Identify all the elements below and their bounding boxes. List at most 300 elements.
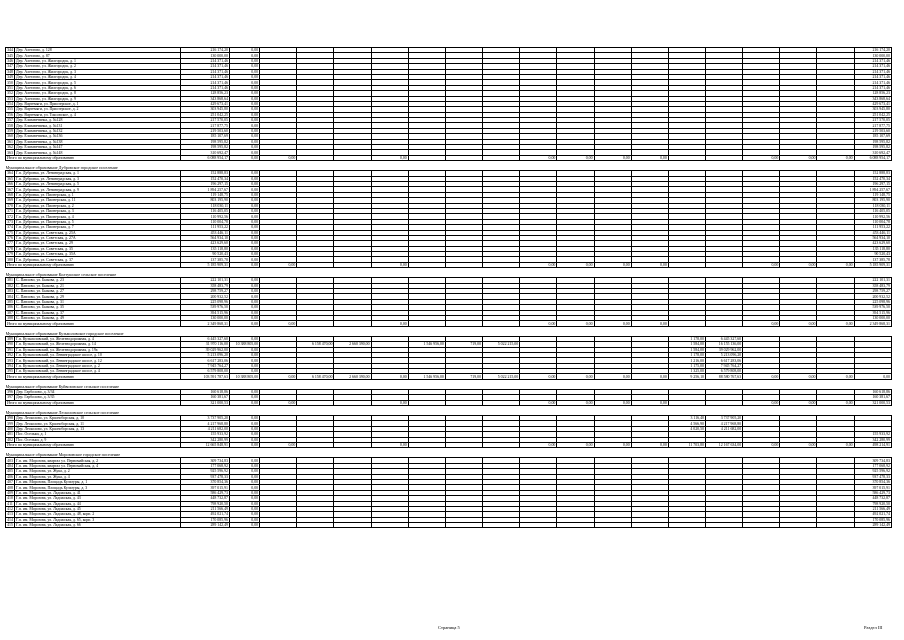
total-cost-cell: 39 029 962,00 [180, 347, 229, 352]
total-cost-cell: 453 446,11 [180, 230, 229, 235]
sum-cell: 170 085,96 [854, 517, 891, 522]
row-number: 373 [7, 219, 13, 224]
section-title: Муниципальное образование Куйвозовское сельское поселение [6, 379, 892, 389]
total-cost-cell: 539 976,50 [180, 305, 229, 310]
address-cell: Г.п. Дубровка, ул. Пионерская, д. 5 [15, 219, 181, 224]
work-cost-cell [445, 523, 482, 528]
section-header-row [6, 326, 892, 336]
address-cell: Г.п. им. Морозова, квартал ул. Первомайская, д. 2 [15, 458, 181, 463]
cost-cell: 0,00 [229, 426, 259, 431]
cost-cell: 0,00 [229, 512, 259, 517]
cell [520, 523, 557, 528]
total-cost-cell: 31 970 116,00 [180, 342, 229, 347]
address-cell: Г.п. Дубровка, ул. Пионерская, д. 3 [15, 208, 181, 213]
cost-cell: 0,00 [229, 96, 259, 101]
row-number: 369 [7, 198, 13, 203]
row-number: 365 [7, 176, 13, 181]
address-cell: Дер. Алехтово, д. 87 [15, 53, 181, 58]
cost-cell: 0,00 [229, 123, 259, 128]
cost-cell: 0,00 [229, 219, 259, 224]
address-cell: Г.п. Дубровка, ул. Пионерская, д. 1 [15, 192, 181, 197]
address-cell: Дер. Алехтово, ул. Жилгородок, д. 1 [15, 58, 181, 63]
cost-cell: 0,00 [229, 479, 259, 484]
sum-cell: 110 004,78 [854, 219, 891, 224]
total-cost-cell: 219 503,60 [180, 128, 229, 133]
sum-cell: 222 101,31 [854, 278, 891, 283]
cost-cell: 10 388 805,00 [229, 342, 259, 347]
address-cell: С. Павлово, ул. Быкова, д. 37 [15, 310, 181, 315]
cost-cell: 0,00 [229, 363, 259, 368]
address-cell: Г.п. им. Морозова, ул. Жука, д. 4 [15, 474, 181, 479]
row-number: 356 [7, 112, 13, 117]
cell: 0,00 [594, 321, 631, 326]
sum-cell: 214 371,46 [854, 74, 891, 79]
total-cost-cell: 6 579 808,00 [180, 369, 229, 374]
address-cell: Г.п. им. Морозова, ул. Ладожская, д. 48, корп. 2 [15, 512, 181, 517]
address-cell: Г.п. Дубровка, ул. Пионерская, д. 4 [15, 214, 181, 219]
address-cell: Дер. Вартемяги, ул. Приозерское, д. 2 [15, 107, 181, 112]
cost-cell: 0,00 [229, 171, 259, 176]
cell: 0,00 [557, 400, 594, 405]
address-cell: Дер. Гарболово, д. 3/35 [15, 395, 181, 400]
row-number: 412 [7, 507, 13, 512]
address-cell: Дер. Алехтово, ул. Жилгородок, д. 3 [15, 69, 181, 74]
cell [743, 523, 780, 528]
cost-cell: 0,00 [229, 150, 259, 155]
address-cell: Г.п. им. Морозова, квартал ул. Первомайская, д. 4 [15, 463, 181, 468]
capital-repair-table [5, 47, 892, 528]
work-cost-cell: 7 945 764,27 [705, 363, 742, 368]
total-cost-cell: 137 385,78 [180, 257, 229, 262]
row-number: 379 [7, 252, 13, 257]
total-cost-cell: 4 217 968,80 [180, 421, 229, 426]
total-cost-cell: 214 371,46 [180, 69, 229, 74]
cell: 0,00 [817, 321, 854, 326]
cost-cell: 0,00 [229, 91, 259, 96]
cell: 0,00 [817, 400, 854, 405]
cell: 0,00 [594, 262, 631, 267]
address-cell: Дер. Лесколово, ул. Красноборская, д. 11 [15, 421, 181, 426]
work-cost-cell: 9 256,10 [668, 374, 705, 379]
total-cost-cell: 5 213 096,20 [180, 352, 229, 357]
row-number: 361 [7, 139, 13, 144]
total-cost-cell: 303 945,80 [180, 107, 229, 112]
cell [631, 523, 668, 528]
section-title: Муниципальное образование Морозовское городское поселение [6, 448, 892, 458]
sum-cell: 217 877,75 [854, 123, 891, 128]
cell: 0,00 [594, 374, 631, 379]
sum-cell: 342 280,99 [854, 437, 891, 442]
work-cost-cell: 12 167 634,00 [705, 443, 742, 448]
cell: 0,00 [557, 262, 594, 267]
address-cell: Г.п. Кузьмоловский, ул. Ленинградское шоссе, д. 10 [15, 352, 181, 357]
cell: 0,00 [520, 443, 557, 448]
cost-cell: 0,00 [229, 225, 259, 230]
sum-cell: 219 503,60 [854, 128, 891, 133]
work-cost-cell: 11 703,80 [668, 443, 705, 448]
sum-cell: 200 932,52 [854, 294, 891, 299]
page-number: Страница 5 [438, 625, 460, 630]
total-cost-cell: 211 566,49 [180, 506, 229, 511]
address-cell: С. Павлово, ул. Быкова, д. 23 [15, 278, 181, 283]
row-number: 414 [7, 517, 13, 522]
total-cost-cell: 185 107,69 [180, 134, 229, 139]
total-cost-cell: 251 042,25 [180, 112, 229, 117]
address-cell: Дер. Елизаветинка, д. №136 [15, 134, 181, 139]
row-number: 399 [7, 421, 13, 426]
address-cell: С. Павлово, ул. Быкова, д. 27 [15, 289, 181, 294]
address-cell: Г.п. Дубровка, ул. Пионерская, д. 2 [15, 203, 181, 208]
cell: 0,00 [817, 443, 854, 448]
sum-cell: 492 021,74 [854, 512, 891, 517]
address-cell: Г.п. им. Морозова, ул. Ладожская, д. 66 [15, 523, 181, 528]
cost-cell: 0,00 [229, 235, 259, 240]
sum-cell: 128 856,23 [854, 91, 891, 96]
section-title: Муниципальное образование Колтушское сельское поселение [6, 268, 892, 278]
total-cost-cell: 196 297,15 [180, 181, 229, 186]
total-cost-cell: 152 470,34 [180, 176, 229, 181]
sum-cell: 251 042,25 [854, 112, 891, 117]
work-cost-cell: 1 175,00 [668, 363, 705, 368]
sum-cell: 130 000,00 [854, 315, 891, 320]
cost-cell: 0,00 [229, 64, 259, 69]
cell: 0,00 [371, 400, 408, 405]
cost-cell: 0,00 [229, 400, 259, 405]
sum-cell: 453 446,11 [854, 230, 891, 235]
address-cell: Г.п. Дубровка, ул. Пионерская, д. 11 [15, 198, 181, 203]
cell: 0,00 [780, 374, 817, 379]
cost-cell: 0,00 [229, 289, 259, 294]
sum-cell: 937 478,33 [854, 474, 891, 479]
cell: 0,00 [520, 321, 557, 326]
cell: 0,00 [743, 321, 780, 326]
cost-cell: 0,00 [229, 358, 259, 363]
cost-cell: 0,00 [229, 506, 259, 511]
total-cost-cell: 103 591 787,63 [180, 374, 229, 379]
total-cost-cell: 135 118,80 [180, 246, 229, 251]
cost-cell: 0,00 [229, 321, 259, 326]
address-cell: Дер. Алехтово, ул. Жилгородок, д. 2 [15, 64, 181, 69]
work-cost-cell: 2 660 390,00 [334, 342, 371, 347]
total-cost-cell: 170 085,96 [180, 517, 229, 522]
cost-cell: 0,00 [229, 101, 259, 106]
address-cell: Г.п. им. Морозова, ул. Ладожская, д. 44 [15, 501, 181, 506]
total-label: Итого по муниципальному образованию [6, 262, 181, 267]
work-cost-cell: 1 325,00 [668, 369, 705, 374]
row-number: 366 [7, 182, 13, 187]
address-cell: Г.п. Дубровка, ул. Советская, д. 35А [15, 252, 181, 257]
cost-cell: 0,00 [229, 416, 259, 421]
cell: 0,00 [631, 443, 668, 448]
cost-cell: 0,00 [229, 208, 259, 213]
cost-cell: 0,00 [229, 294, 259, 299]
work-cost-cell: 4 020,50 [668, 426, 705, 431]
work-cost-cell: 4 211 682,00 [705, 426, 742, 431]
cell: 0,00 [631, 400, 668, 405]
cost-cell: 0,00 [229, 257, 259, 262]
cost-cell: 0,00 [229, 118, 259, 123]
sum-cell: 111 953,22 [854, 225, 891, 230]
cost-cell: 0,00 [229, 53, 259, 58]
row-number: 389 [7, 336, 13, 341]
address-cell: С. Павлово, ул. Быкова, д. 35 [15, 305, 181, 310]
work-cost-cell [668, 523, 705, 528]
total-cost-cell: 110 992,56 [180, 214, 229, 219]
section-title: Муниципальное образование Кузьмоловское городское поселение [6, 326, 892, 336]
row-number: 405 [7, 469, 13, 474]
sum-cell: 198 595,82 [854, 139, 891, 144]
work-cost-cell: 1 216,00 [668, 358, 705, 363]
address-cell: Дер. Елизаветинка, д. №147 [15, 145, 181, 150]
row-number: 403 [7, 458, 13, 463]
total-cost-cell: 343 868,64 [180, 96, 229, 101]
cost-cell: 0,00 [229, 203, 259, 208]
work-cost-cell: 3 737 905,20 [705, 416, 742, 421]
cost-cell: 0,00 [229, 395, 259, 400]
sum-cell: 303 945,80 [854, 107, 891, 112]
cell: 0,00 [371, 443, 408, 448]
total-cost-cell: 222 101,31 [180, 278, 229, 283]
cost-cell: 0,00 [229, 252, 259, 257]
sum-cell: 6 088 954,17 [854, 155, 891, 160]
cost-cell: 0,00 [229, 463, 259, 468]
total-cost-cell: 358 483,79 [180, 283, 229, 288]
sum-cell: 586 429,73 [854, 490, 891, 495]
row-number: 409 [7, 490, 13, 495]
cell: 0,00 [631, 155, 668, 160]
section-header-row [6, 161, 892, 171]
address-cell: Г.п. им. Морозова, ул. Ладожская, д. 65, корп. 3 [15, 517, 181, 522]
work-cost-cell: 5 213 096,20 [705, 352, 742, 357]
sum-cell: 358 483,79 [854, 283, 891, 288]
row-number: 358 [7, 123, 13, 128]
address-cell: Г.п. Дубровка, ул. Советская, д. 37 [15, 257, 181, 262]
sum-cell: 118 030,11 [854, 203, 891, 208]
cost-cell: 0,00 [229, 58, 259, 63]
total-cost-cell: 118 030,11 [180, 203, 229, 208]
sum-cell: 803 195,90 [854, 198, 891, 203]
sum-cell: 394 515,96 [854, 310, 891, 315]
cost-cell: 0,00 [229, 241, 259, 246]
sum-cell: 539 976,50 [854, 305, 891, 310]
sum-cell: 160 618,86 [854, 389, 891, 394]
work-cost-cell [334, 523, 371, 528]
sum-cell: 217 570,05 [854, 118, 891, 123]
sum-cell: 155 933,92 [854, 432, 891, 437]
cost-cell: 0,00 [229, 74, 259, 79]
work-cost-cell: 2 660 390,00 [334, 374, 371, 379]
cell: 0,00 [520, 374, 557, 379]
cost-cell: 0,00 [229, 443, 259, 448]
total-label: Итого по муниципальному образованию [6, 321, 181, 326]
row-number: 388 [7, 316, 13, 321]
cell: 0,00 [557, 155, 594, 160]
total-cost-cell: 116 405,05 [180, 208, 229, 213]
work-cost-cell [483, 523, 520, 528]
cell [594, 523, 631, 528]
cost-cell: 10 388 805,00 [229, 374, 259, 379]
total-cost-cell: 309 734,83 [180, 458, 229, 463]
cost-cell: 0,00 [229, 523, 259, 528]
address-cell: Дер. Алехтово, ул. Жилгородок, д. 5 [15, 80, 181, 85]
sum-cell: 152 470,34 [854, 176, 891, 181]
row-number: 396 [7, 390, 13, 395]
sum-cell: 185 107,69 [854, 134, 891, 139]
row-number: 367 [7, 187, 13, 192]
address-cell: С. Павлово, ул. Быкова, д. 21 [15, 283, 181, 288]
row-number: 380 [7, 257, 13, 262]
cell: 0,00 [780, 321, 817, 326]
cost-cell: 0,00 [229, 283, 259, 288]
sum-cell: 370 854,36 [854, 479, 891, 484]
cell: 0,00 [743, 155, 780, 160]
sum-cell: 498 214,91 [854, 443, 891, 448]
address-cell: Г.п. Дубровка, ул. Ленинградская, д. 5 [15, 181, 181, 186]
cell: 0,00 [594, 443, 631, 448]
section-header-row [6, 448, 892, 458]
sum-cell: 137 385,78 [854, 257, 891, 262]
total-cost-cell: 6 617 283,06 [180, 358, 229, 363]
row-number: 357 [7, 118, 13, 123]
total-cost-cell: 130 000,00 [180, 53, 229, 58]
address-cell: Г.п. Кузьмоловский, ул. Ленинградское шоссе, д. 4 [15, 369, 181, 374]
cell: 0,00 [743, 374, 780, 379]
total-cost-cell: 586 429,73 [180, 490, 229, 495]
cell: 0,00 [520, 155, 557, 160]
cell: 0,00 [780, 443, 817, 448]
sum-cell: 198 595,82 [854, 145, 891, 150]
cell: 0,00 [557, 321, 594, 326]
total-cost-cell: 217 877,75 [180, 123, 229, 128]
sum-cell: 310 692,47 [854, 150, 891, 155]
sum-cell: 321 000,53 [854, 400, 891, 405]
cost-cell: 0,00 [229, 112, 259, 117]
row-number: 351 [7, 85, 13, 90]
address-cell: Г.п. Кузьмоловский, ул. Железнодорожная, д. 14 [15, 342, 181, 347]
cell [780, 523, 817, 528]
total-cost-cell: 119 148,75 [180, 192, 229, 197]
cost-cell: 0,00 [229, 155, 259, 160]
row-number: 370 [7, 203, 13, 208]
cost-cell: 0,00 [229, 48, 259, 53]
address-cell: С. Павлово, ул. Быкова, д. 29 [15, 294, 181, 299]
work-cost-cell: 6 158 470,00 [297, 374, 334, 379]
address-cell: Г.п. Дубровка, ул. Советская, д. 29 [15, 241, 181, 246]
sum-cell: 423 629,60 [854, 241, 891, 246]
row-number: 376 [7, 236, 13, 241]
total-cost-cell: 216 174,20 [180, 48, 229, 53]
cell: 0,00 [557, 374, 594, 379]
section-title: Муниципальное образование Дубровское городское поселение [6, 161, 892, 171]
sum-cell: 564 934,10 [854, 235, 891, 240]
address-cell: Дер. Алехтово, ул. Жилгородок, д. 4 [15, 74, 181, 79]
row-number: 378 [7, 246, 13, 251]
address-cell: С. Павлово, ул. Быкова, д. 49 [15, 315, 181, 320]
total-cost-cell: 152 888,83 [180, 171, 229, 176]
cell: 0,00 [780, 262, 817, 267]
row-number: 394 [7, 363, 13, 368]
total-cost-cell: 564 934,10 [180, 235, 229, 240]
table-row [6, 523, 892, 528]
address-cell: Г.п. Дубровка, ул. Советская, д. 25А [15, 230, 181, 235]
total-cost-cell: 289 142,49 [180, 523, 229, 528]
cell [260, 523, 297, 528]
work-cost-cell: 1 546 956,00 [408, 374, 445, 379]
sum-cell: 214 371,46 [854, 69, 891, 74]
row-number: 368 [7, 192, 13, 197]
sum-cell: 289 142,49 [854, 523, 891, 528]
section-header-row [6, 379, 892, 389]
row-number: 410 [7, 496, 13, 501]
cell: 0,00 [631, 374, 668, 379]
row-number: 384 [7, 294, 13, 299]
cell: 0,00 [594, 155, 631, 160]
work-cost-cell [297, 523, 334, 528]
row-number: 411 [7, 501, 13, 506]
sum-cell: 0,00 [854, 374, 891, 379]
cost-cell: 0,00 [229, 496, 259, 501]
sum-cell: 211 566,49 [854, 506, 891, 511]
cost-cell: 0,00 [229, 246, 259, 251]
page-footer [0, 625, 904, 635]
sum-cell: 429 673,41 [854, 101, 891, 106]
sum-cell: 90 520,43 [854, 252, 891, 257]
row-number: 344 [7, 48, 13, 53]
total-cost-cell: 6 445 327,60 [180, 336, 229, 341]
row-number: 345 [7, 53, 13, 58]
cost-cell: 0,00 [229, 336, 259, 341]
work-cost-cell: 4 217 968,80 [705, 421, 742, 426]
cost-cell: 0,00 [229, 490, 259, 495]
address-cell: Дер. Гарболово, д. 3/34 [15, 389, 181, 394]
sum-cell: 798 920,50 [854, 501, 891, 506]
total-cost-cell: 1 894 257,67 [180, 187, 229, 192]
total-cost-cell: 90 520,43 [180, 252, 229, 257]
address-cell: Дер. Вартемяги, ул. Приозерское, д. 1 [15, 101, 181, 106]
cost-cell: 0,00 [229, 389, 259, 394]
total-label: Итого по муниципальному образованию [6, 374, 181, 379]
row-number: 413 [7, 512, 13, 517]
total-cost-cell: 492 021,74 [180, 512, 229, 517]
cost-cell: 0,00 [229, 139, 259, 144]
row-number: 353 [7, 96, 13, 101]
cost-cell: 0,00 [229, 80, 259, 85]
cost-cell: 0,00 [229, 262, 259, 267]
total-label: Итого по муниципальному образованию [6, 155, 181, 160]
cell: 0,00 [260, 400, 297, 405]
row-number: 349 [7, 75, 13, 80]
row-number: 397 [7, 395, 13, 400]
total-cost-cell: 937 478,33 [180, 474, 229, 479]
total-cost-cell: 429 673,41 [180, 101, 229, 106]
cost-cell: 0,00 [229, 107, 259, 112]
address-cell: Г.п. Дубровка, ул. Советская, д. 27А [15, 235, 181, 240]
row-number: 377 [7, 241, 13, 246]
address-cell: Г.п. Дубровка, ул. Пионерская, д. 7 [15, 225, 181, 230]
sum-cell: 216 174,20 [854, 48, 891, 53]
cost-cell: 0,00 [229, 85, 259, 90]
total-cost-cell: 925 596,92 [180, 469, 229, 474]
address-cell: Г.п. им. Морозова, ул. Ладожская, д. 45 [15, 506, 181, 511]
sum-cell: 160 381,67 [854, 395, 891, 400]
cell: 0,00 [371, 374, 408, 379]
total-cost-cell: 214 371,46 [180, 80, 229, 85]
total-cost-cell: 130 000,00 [180, 315, 229, 320]
address-cell: Дер. Елизаветинка, д. №148 [15, 150, 181, 155]
sum-cell: 214 371,46 [854, 64, 891, 69]
work-cost-cell: 4 566,90 [668, 421, 705, 426]
row-number: 363 [7, 150, 13, 155]
